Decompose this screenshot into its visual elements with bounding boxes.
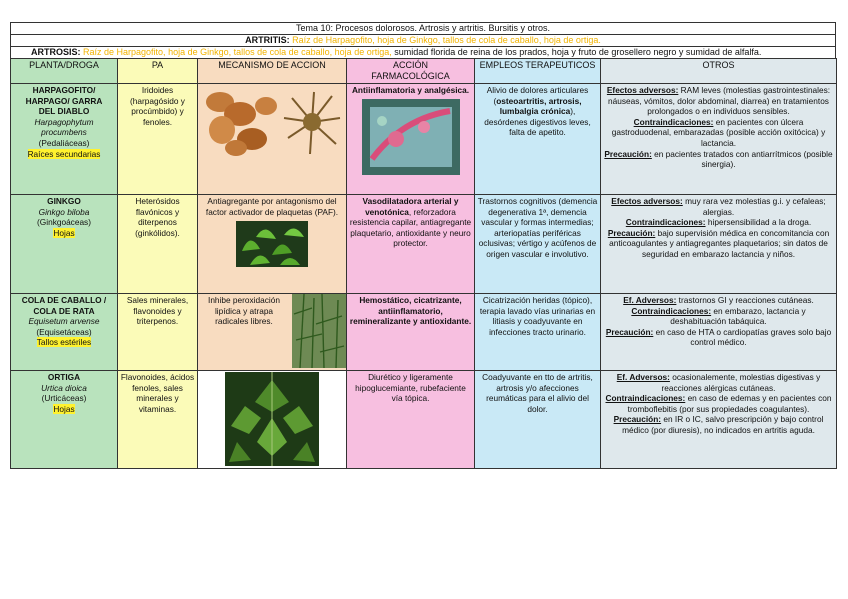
otros-cell xyxy=(601,294,837,371)
empleos-cell: Trastornos cognitivos (demencia degenerativa 1ª, demencia vascular y formas intermedias; arteriopatías periféricas oclusivas; vértigo y acúfenos de origen vascular e involutivo. xyxy=(475,195,601,294)
ortiga-photo xyxy=(225,372,319,466)
table-row xyxy=(11,84,837,195)
table-row xyxy=(11,195,837,294)
pa-cell: Flavonoides, ácidos fenoles, sales minerales y vitaminas. xyxy=(118,371,198,469)
otros-label: Precaución: xyxy=(605,326,654,337)
artritis-text: Raíz de Harpagofito, hoja de Ginkgo, tallos de cola de caballo, hoja de ortiga. xyxy=(292,35,601,45)
mecanismo-cell xyxy=(198,371,347,469)
header-accion xyxy=(347,59,475,84)
accion-text: Hemostático, cicatrizante, antiinflamatorio, remineralizante y antioxidante. xyxy=(349,295,472,327)
mecanismo-cell xyxy=(198,195,347,294)
plant-name: DEL DIABLO xyxy=(38,106,90,117)
harpagofito-photo xyxy=(200,84,345,160)
plant-family: (Urticáceas) xyxy=(41,393,87,404)
plant-part: Hojas xyxy=(53,227,75,238)
plant-part: Tallos estériles xyxy=(36,337,92,348)
header-mecanismo: MECANISMO DE ACCION xyxy=(198,59,347,84)
otros-label: Efectos adversos: xyxy=(606,85,679,95)
latin-name: Harpagophytum xyxy=(34,116,94,127)
plant-part: Raíces secundarias xyxy=(27,148,101,159)
header-accion-line1: ACCIÓN xyxy=(392,60,428,70)
header-empleos: EMPLEOS TERAPEUTICOS xyxy=(475,59,601,84)
header-pa: PA xyxy=(118,59,198,84)
otros-text: bajo supervisión médica en concomitancia con anticoagulantes y antiagregantes plaquetarios; sin datos de seguridad en embarazo lactancia y niños. xyxy=(609,227,830,259)
otros-cell xyxy=(601,84,837,195)
artrosis-line xyxy=(10,46,836,58)
otros-label: Precaución: xyxy=(607,227,656,238)
header-planta: PLANTA/DROGA xyxy=(11,59,118,84)
otros-text: en caso de edemas y en pacientes con tromboflebitis (por sus propiedades coagulantes). xyxy=(627,393,832,414)
pa-cell: Iridoides (harpagósido y procúmbido) y fenoles. xyxy=(118,84,198,195)
planta-cell xyxy=(11,84,118,195)
otros-label: Ef. Adversos: xyxy=(623,295,677,305)
otros-text: ocasionalemente, molestias digestivas y reacciones alérgicas cutáneas. xyxy=(661,372,821,393)
otros-label: Contraindicaciones: xyxy=(631,305,712,316)
otros-label: Contraindicaciones: xyxy=(605,393,686,404)
empleos-text: ), desórdenes digestivos leves, falta de apetito. xyxy=(484,106,591,138)
latin-name: Urtica dioica xyxy=(41,382,87,393)
mecanismo-cell xyxy=(198,294,347,371)
mecanismo-text: Antiagregante por antagonismo del factor activador de plaquetas (PAF). xyxy=(205,196,339,217)
plant-family: (Pedaliáceas) xyxy=(38,137,90,148)
otros-text: en pacientes con úlcera gastroduodenal, embarazadas (posible acción oxitócica) y lactancia. xyxy=(611,116,826,148)
plant-name: COLA DE RATA xyxy=(33,305,95,316)
harpagofito-flower-photo xyxy=(362,99,460,175)
accion-cell: Diurético y ligeramente hipoglucemiante, rubefaciente vía tópica. xyxy=(347,371,475,469)
pa-cell: Sales minerales, flavonoides y triterpenos. xyxy=(118,294,198,371)
accion-cell xyxy=(347,195,475,294)
otros-text: en embarazo, lactancia y deshabituación tabáquica. xyxy=(670,305,806,327)
otros-label: Ef. Adversos: xyxy=(616,372,670,382)
page-title: Tema 10: Procesos dolorosos. Artrosis y artritis. Bursitis y otros. xyxy=(10,22,836,34)
otros-label: Efectos adversos: xyxy=(611,196,683,206)
plant-name: HARPAGOFITO/ xyxy=(32,85,96,95)
latin-name: Ginkgo biloba xyxy=(38,206,90,217)
empleos-cell xyxy=(475,84,601,195)
pa-cell: Heterósidos flavónicos y diterpenos (ginkólidos). xyxy=(118,195,198,294)
plant-family: (Ginkgoáceas) xyxy=(37,217,91,228)
otros-text: trastornos GI y reacciones cutáneas. xyxy=(676,295,814,305)
otros-text: muy rara vez molestias g.i. y cefaleas; alergias. xyxy=(682,196,826,217)
header-otros: OTROS xyxy=(601,59,837,84)
accion-text: Antiinflamatoria y analgésica. xyxy=(351,85,470,95)
otros-cell xyxy=(601,371,837,469)
accion-cell xyxy=(347,84,475,195)
otros-text: hipersensibilidad a la droga. xyxy=(705,217,812,228)
document-sheet xyxy=(10,22,836,469)
accion-text: , reforzadora resistencia capilar, antiagregante plaquetario, antioxidante y neuro protector. xyxy=(349,206,472,249)
otros-text: en IR o IC, salvo prescripción y bajo control médico (por diuresis), no indicados en artritis aguda. xyxy=(622,414,824,435)
table-row xyxy=(11,371,837,469)
empleos-cell: Coadyuvante en tto de artritis, artrosis y/o afecciones reumáticas para el alivio del dolor. xyxy=(475,371,601,469)
otros-text: RAM leves (molestias gastrointestinales: náuseas, vómitos, dolor abdominal, diarrea) en tratamientos prolongados o en individuos sensibles. xyxy=(608,85,831,117)
accion-bold: Vasodilatadora arterial y venotónica xyxy=(362,196,459,217)
planta-cell xyxy=(11,371,118,469)
table-header-row xyxy=(11,59,837,84)
artritis-label: ARTRITIS: xyxy=(245,35,290,45)
otros-text: en pacientes tratados con antiarrítmicos (posible sinergia). xyxy=(651,148,833,170)
header-accion-line2: FARMACOLÓGICA xyxy=(371,70,450,81)
empleos-bold: osteoartritis, artrosis, lumbalgia crónica xyxy=(496,95,582,117)
cola-caballo-photo xyxy=(292,294,346,368)
artritis-line xyxy=(10,34,836,46)
latin-name: Equisetum arvense xyxy=(28,316,100,327)
empleos-text: Alivio de dolores articulares ( xyxy=(486,85,589,106)
plant-part: Hojas xyxy=(53,403,75,414)
latin-name: procumbens xyxy=(41,127,87,138)
artrosis-text-black: sumidad florida de reina de los prados, hoja y fruto de grosellero negro y sumidad de alfalfa. xyxy=(391,47,762,57)
otros-label: Contraindicaciones: xyxy=(625,217,706,228)
mecanismo-cell xyxy=(198,84,347,195)
otros-text: en caso de HTA o cardiopatías graves solo bajo control médico. xyxy=(653,326,832,348)
otros-cell xyxy=(601,195,837,294)
planta-cell xyxy=(11,195,118,294)
empleos-cell: Cicatrización heridas (tópico), terapia lavado vías urinarias en litiasis y coadyuvante en infecciones tracto urinario. xyxy=(475,294,601,371)
plant-table xyxy=(10,58,837,469)
plant-name: GINKGO xyxy=(47,196,81,206)
otros-label: Precaución: xyxy=(604,148,652,159)
plant-name: COLA DE CABALLO / xyxy=(21,295,107,305)
plant-family: (Equisetáceas) xyxy=(36,326,92,337)
plant-name: HARPAGO/ GARRA xyxy=(25,95,103,106)
table-row xyxy=(11,294,837,371)
otros-label: Contraindicaciones: xyxy=(633,116,714,127)
accion-cell xyxy=(347,294,475,371)
artrosis-label: ARTROSIS: xyxy=(31,47,81,57)
artrosis-text-yellow: Raíz de Harpagofito, hoja de Ginkgo, tallos de cola de caballo, hoja de ortiga, xyxy=(83,47,392,57)
mecanismo-text: Inhibe peroxidación lipídica y atrapa radicales libres. xyxy=(208,295,280,327)
otros-label: Precaución: xyxy=(613,414,662,425)
plant-name: ORTIGA xyxy=(47,372,81,382)
planta-cell xyxy=(11,294,118,371)
ginkgo-photo xyxy=(236,221,308,267)
